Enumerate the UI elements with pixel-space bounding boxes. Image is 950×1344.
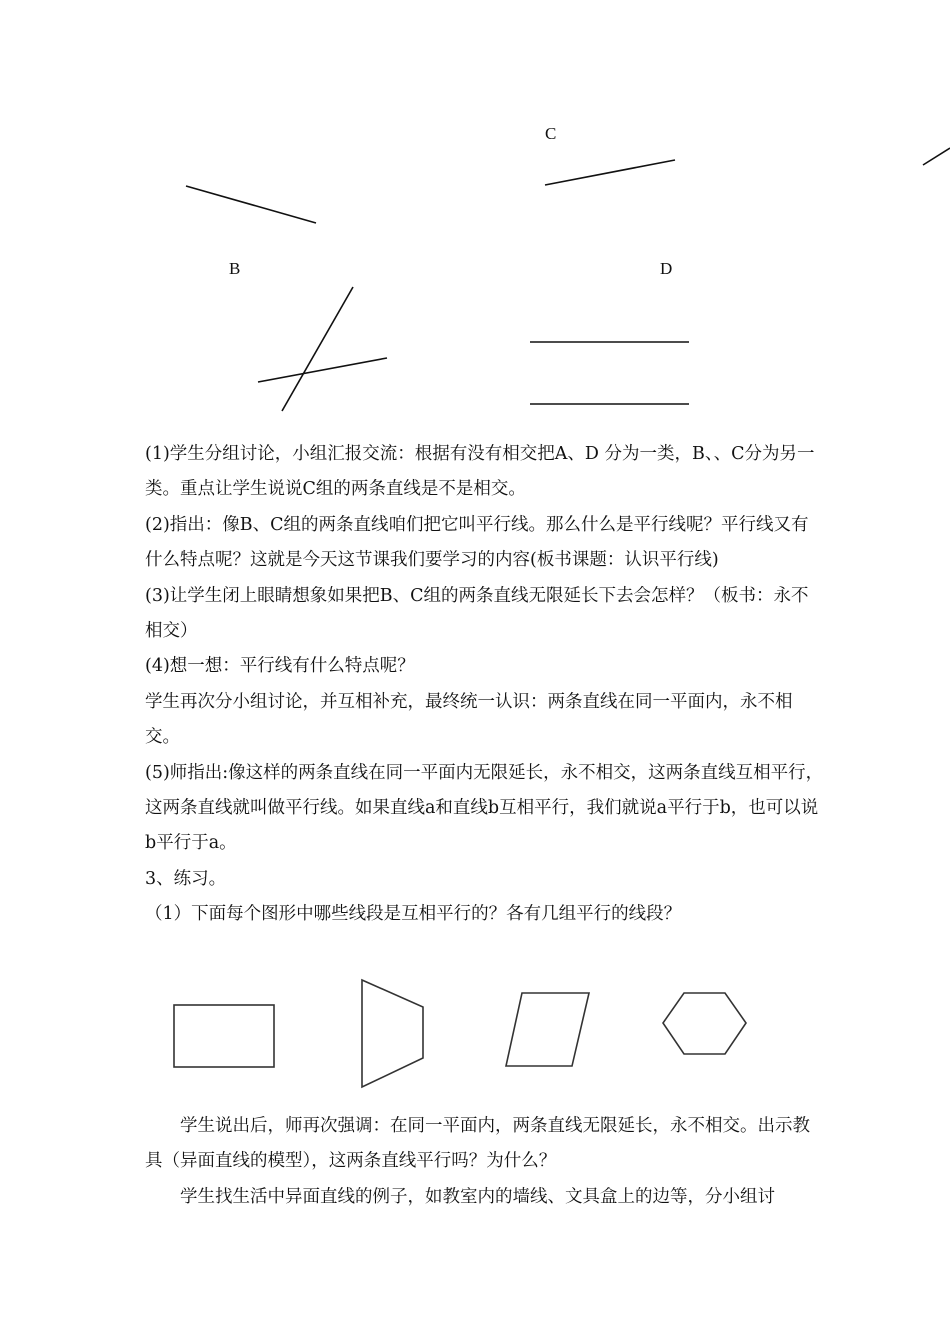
closing-paragraph-2: 学生找生活中异面直线的例子，如教室内的墙线、文具盒上的边等，分小组讨 [180,1186,775,1207]
group-c-line-1 [545,160,675,185]
trapezoid-shape [362,980,423,1087]
group-b-line-1 [282,287,353,411]
paragraph-3: (3)让学生闭上眼睛想象如果把B、C组的两条直线无限延长下去会怎样？（板书：永不相交） [145,585,809,642]
closing-text [145,1109,825,1215]
closing-paragraph-1: 学生说出后，师再次强调：在同一平面内，两条直线无限延长，永不相交。出示教具（异面直线的模型），这两条直线平行吗？为什么？ [145,1116,810,1172]
line-groups-figure [0,0,950,430]
rectangle-shape [174,1005,274,1067]
label-b: B [229,259,241,278]
paragraph-1: (1)学生分组讨论，小组汇报交流：根据有没有相交把A、D 分为一类，B、、C分为另一类。重点让学生说说C组的两条直线是不是相交。 [145,444,815,500]
paragraph-6: (5)师指出:像这样的两条直线在同一平面内无限延长，永不相交，这两条直线互相平行，这两条直线就叫做平行线。如果直线a和直线b互相平行，我们就说a平行于b，也可以说b平行于a。 [145,762,824,854]
parallelogram-shape [506,993,589,1066]
edge-line [923,148,950,165]
paragraph-5: 学生再次分小组讨论，并互相补充，最终统一认识：两条直线在同一平面内，永不相交。 [145,691,793,748]
hexagon-shape [663,993,746,1054]
exercise-question: （1）下面每个图形中哪些线段是互相平行的？各有几组平行的线段？ [145,904,682,925]
paragraph-2: (2)指出：像B、C组的两条直线咱们把它叫平行线。那么什么是平行线呢？平行线又有什么特点呢？这就是今天这节课我们要学习的内容(板书课题：认识平行线) [145,514,809,571]
label-c: C [545,124,557,143]
group-a-line [186,186,316,223]
paragraph-4: (4)想一想：平行线有什么特点呢？ [145,656,415,677]
section-heading: 3、练习。 [145,868,227,889]
group-b-line-2 [258,358,387,382]
label-d: D [660,259,673,278]
lesson-text [145,437,825,933]
